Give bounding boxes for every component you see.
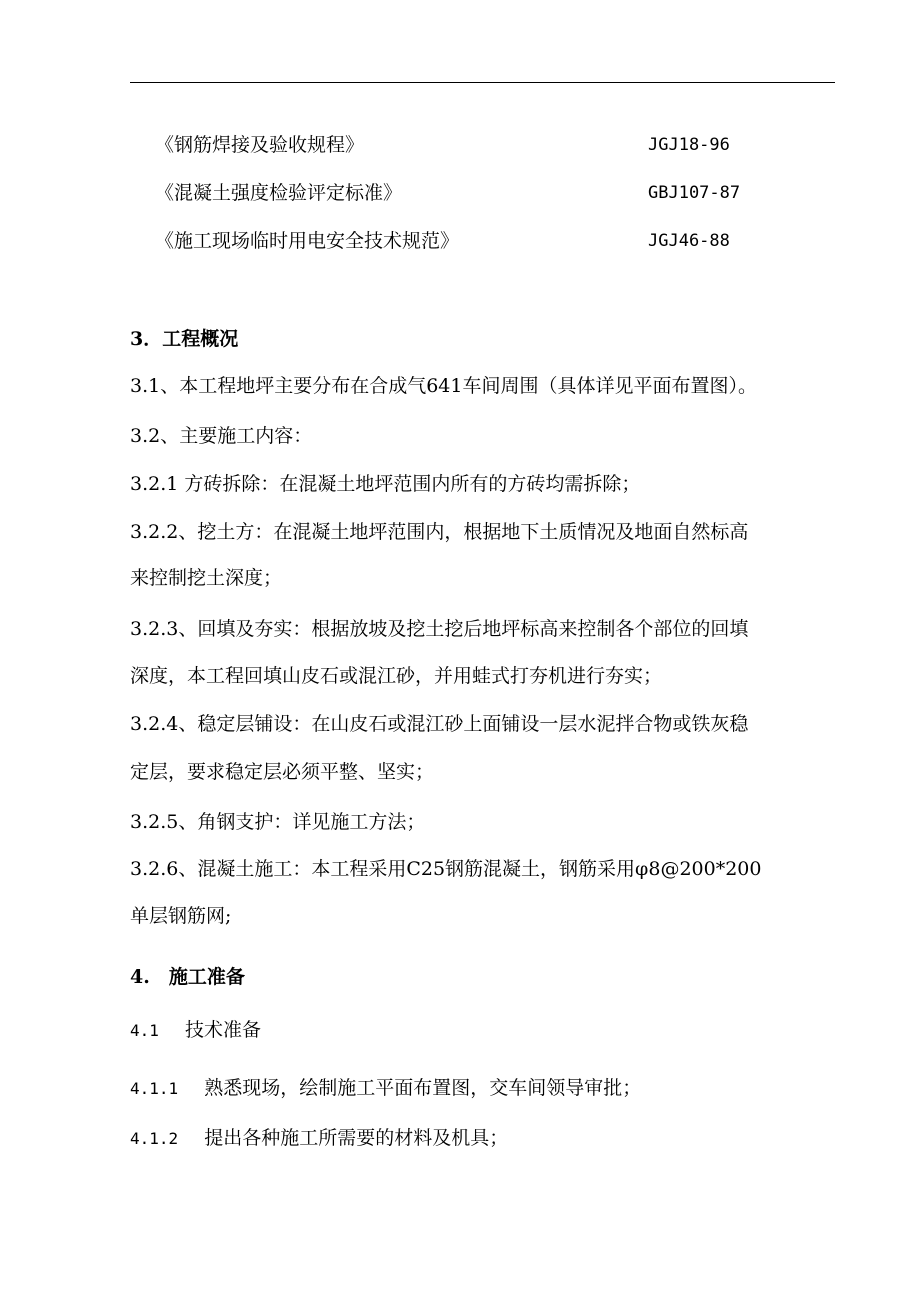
paragraph-line: 3.1、本工程地坪主要分布在合成气641车间周围（具体详见平面布置图）。 xyxy=(130,375,757,397)
header-rule xyxy=(130,82,835,83)
standard-title: 《施工现场临时用电安全技术规范》 xyxy=(155,230,460,252)
standard-code: JGJ18-96 xyxy=(648,135,730,155)
paragraph-line: 来控制挖土深度； xyxy=(130,567,283,589)
item-line xyxy=(130,1076,641,1101)
paragraph-line: 深度，本工程回填山皮石或混江砂，并用蛙式打夯机进行夯实； xyxy=(130,665,663,687)
standard-code: GBJ107-87 xyxy=(648,183,741,203)
section-heading: 3．工程概况 xyxy=(130,328,239,350)
paragraph-line: 定层，要求稳定层必须平整、坚实； xyxy=(130,761,435,783)
item-line xyxy=(130,1126,508,1151)
paragraph-line: 3.2.3、回填及夯实：根据放坡及挖土挖后地坪标高来控制各个部位的回填 xyxy=(130,618,749,640)
paragraph-line: 3.2.6、混凝土施工：本工程采用C25钢筋混凝土，钢筋采用φ8@200*200 xyxy=(130,858,762,880)
paragraph-line: 3.2.4、稳定层铺设：在山皮石或混江砂上面铺设一层水泥拌合物或铁灰稳 xyxy=(130,713,749,735)
paragraph-line: 3.2.2、挖土方：在混凝土地坪范围内，根据地下土质情况及地面自然标高 xyxy=(130,521,749,543)
standard-title: 《钢筋焊接及验收规程》 xyxy=(155,134,365,156)
item-text: 提出各种施工所需要的材料及机具； xyxy=(204,1127,509,1149)
paragraph-line: 单层钢筋网; xyxy=(130,905,232,927)
standard-title: 《混凝土强度检验评定标准》 xyxy=(155,182,403,204)
paragraph-line: 3.2.5、角钢支护：详见施工方法； xyxy=(130,811,426,833)
paragraph-line: 3.2、主要施工内容： xyxy=(130,425,313,447)
standard-code: JGJ46-88 xyxy=(648,231,730,251)
subsection-title: 技术准备 xyxy=(185,1019,262,1041)
subsection-line xyxy=(130,1018,261,1043)
item-text: 熟悉现场，绘制施工平面布置图，交车间领导审批； xyxy=(204,1077,642,1099)
subsection-number: 4.1 xyxy=(130,1021,159,1040)
section-heading: 4. 施工准备 xyxy=(130,966,245,988)
item-number: 4.1.2 xyxy=(130,1129,179,1148)
item-number: 4.1.1 xyxy=(130,1079,179,1098)
paragraph-line: 3.2.1 方砖拆除：在混凝土地坪范围内所有的方砖均需拆除； xyxy=(130,473,641,495)
